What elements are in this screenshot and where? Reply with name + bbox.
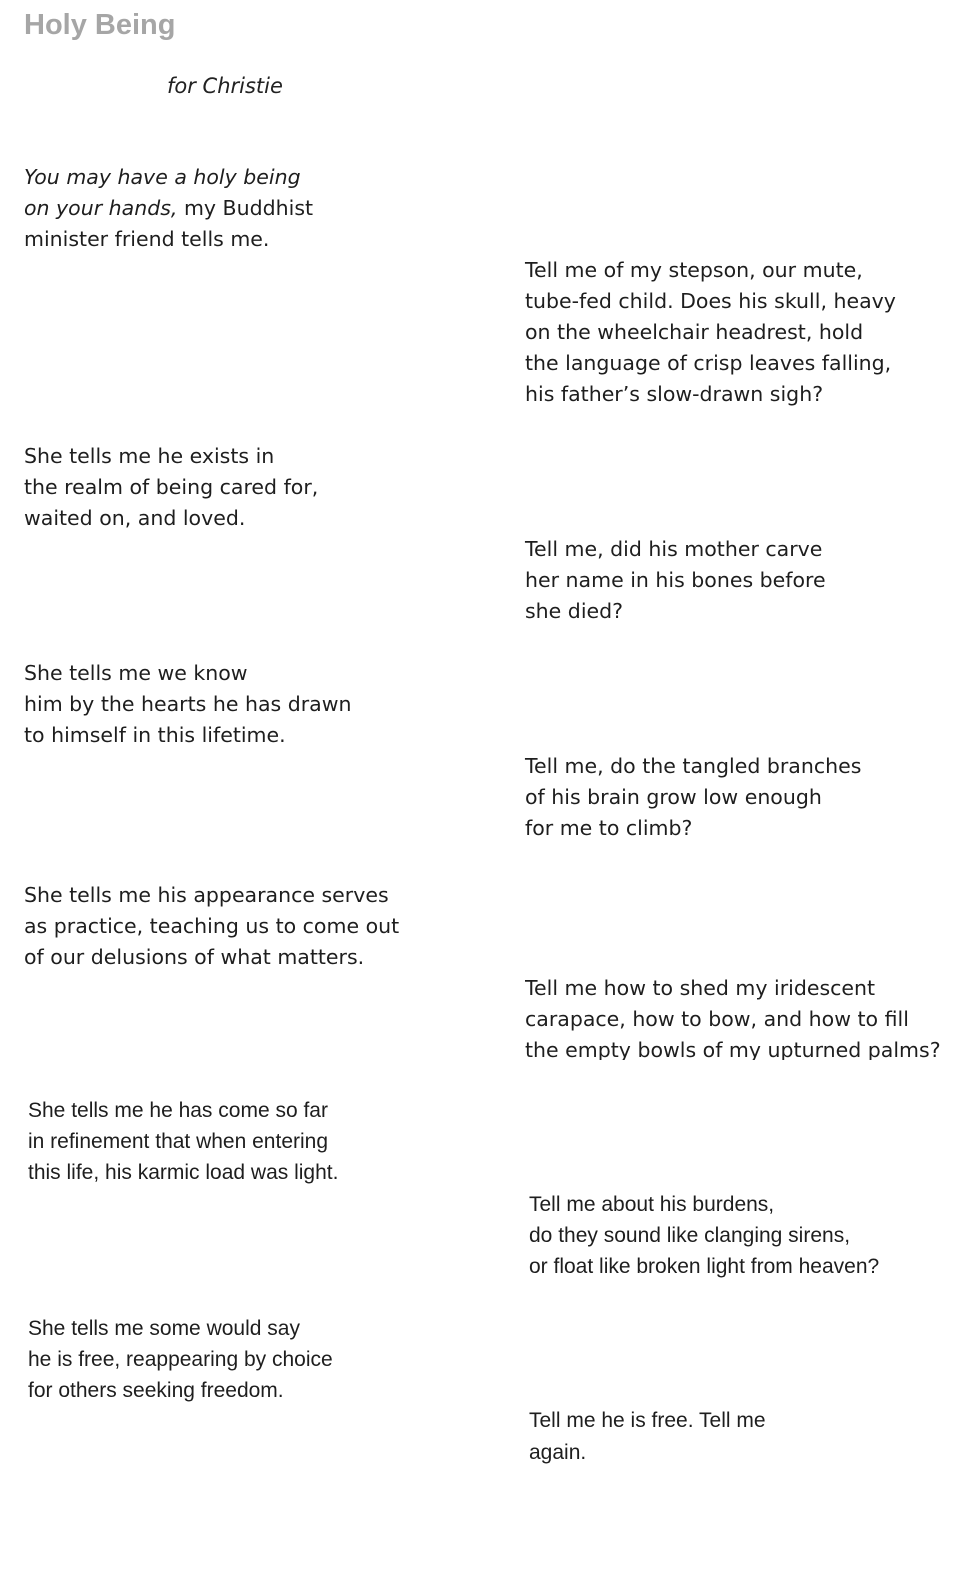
stanza-line: to himself in this lifetime. — [24, 723, 286, 747]
left-stanza-1 — [24, 162, 313, 255]
stanza-line: She tells me his appearance serves — [24, 883, 389, 907]
left-stanza-3 — [24, 658, 351, 751]
stanza-line: as practice, teaching us to come out — [24, 914, 400, 938]
stanza-line: Tell me, do the tangled branches — [525, 754, 862, 778]
stanza-line: She tells me he exists in — [24, 444, 275, 468]
stanza-line: do they sound like clanging sirens, — [529, 1224, 851, 1247]
stanza-line: tube-fed child. Does his skull, heavy — [525, 289, 896, 313]
right-stanza-2 — [525, 534, 826, 627]
stanza-line: of his brain grow low enough — [525, 785, 822, 809]
poem-dedication: for Christie — [167, 74, 283, 98]
stanza-line: Tell me about his burdens, — [529, 1193, 775, 1216]
stanza-line: for others seeking freedom. — [28, 1379, 284, 1402]
stanza-line: waited on, and loved. — [24, 506, 246, 530]
stanza-line: of our delusions of what matters. — [24, 945, 365, 969]
stanza-line: she died? — [525, 599, 624, 623]
stanza-line: or float like broken light from heaven? — [529, 1255, 880, 1278]
right-stanza-6 — [529, 1405, 766, 1469]
stanza-line: the empty bowls of my upturned palms? — [525, 1038, 941, 1060]
stanza-line: the language of crisp leaves falling, — [525, 351, 892, 375]
stanza-line: carapace, how to bow, and how to fill — [525, 1007, 909, 1031]
stanza-line: Tell me of my stepson, our mute, — [525, 258, 863, 282]
right-stanza-3 — [525, 751, 861, 844]
left-stanza-5 — [28, 1095, 338, 1188]
stanza-line: minister friend tells me. — [24, 227, 270, 251]
right-stanza-1 — [525, 255, 896, 410]
stanza-line: Tell me he is free. Tell me — [529, 1409, 766, 1432]
stanza-line: him by the hearts he has drawn — [24, 692, 352, 716]
stanza-line: he is free, reappearing by choice — [28, 1348, 333, 1371]
stanza-line: his father’s slow-drawn sigh? — [525, 382, 824, 406]
stanza-line: the realm of being cared for, — [24, 475, 319, 499]
left-stanza-4 — [24, 880, 399, 973]
right-stanza-5 — [529, 1189, 879, 1282]
stanza-line: for me to climb? — [525, 816, 693, 840]
stanza-line: again. — [529, 1441, 587, 1464]
stanza-line: You may have a holy being — [24, 165, 301, 189]
stanza-line: Tell me, did his mother carve — [525, 537, 823, 561]
stanza-line: She tells me he has come so far — [28, 1099, 328, 1122]
poem-title: Holy Being — [24, 9, 176, 41]
stanza-line: Tell me how to shed my iridescent — [525, 976, 876, 1000]
stanza-line: in refinement that when entering — [28, 1130, 329, 1153]
left-stanza-6 — [28, 1313, 333, 1406]
stanza-line: She tells me we know — [24, 661, 248, 685]
left-stanza-2 — [24, 441, 318, 534]
stanza-line: on the wheelchair headrest, hold — [525, 320, 864, 344]
stanza-line: this life, his karmic load was light. — [28, 1161, 339, 1184]
stanza-line: her name in his bones before — [525, 568, 826, 592]
stanza-line: on your hands, my Buddhist — [24, 196, 314, 220]
stanza-line: She tells me some would say — [28, 1317, 300, 1340]
right-stanza-4 — [525, 973, 941, 1060]
